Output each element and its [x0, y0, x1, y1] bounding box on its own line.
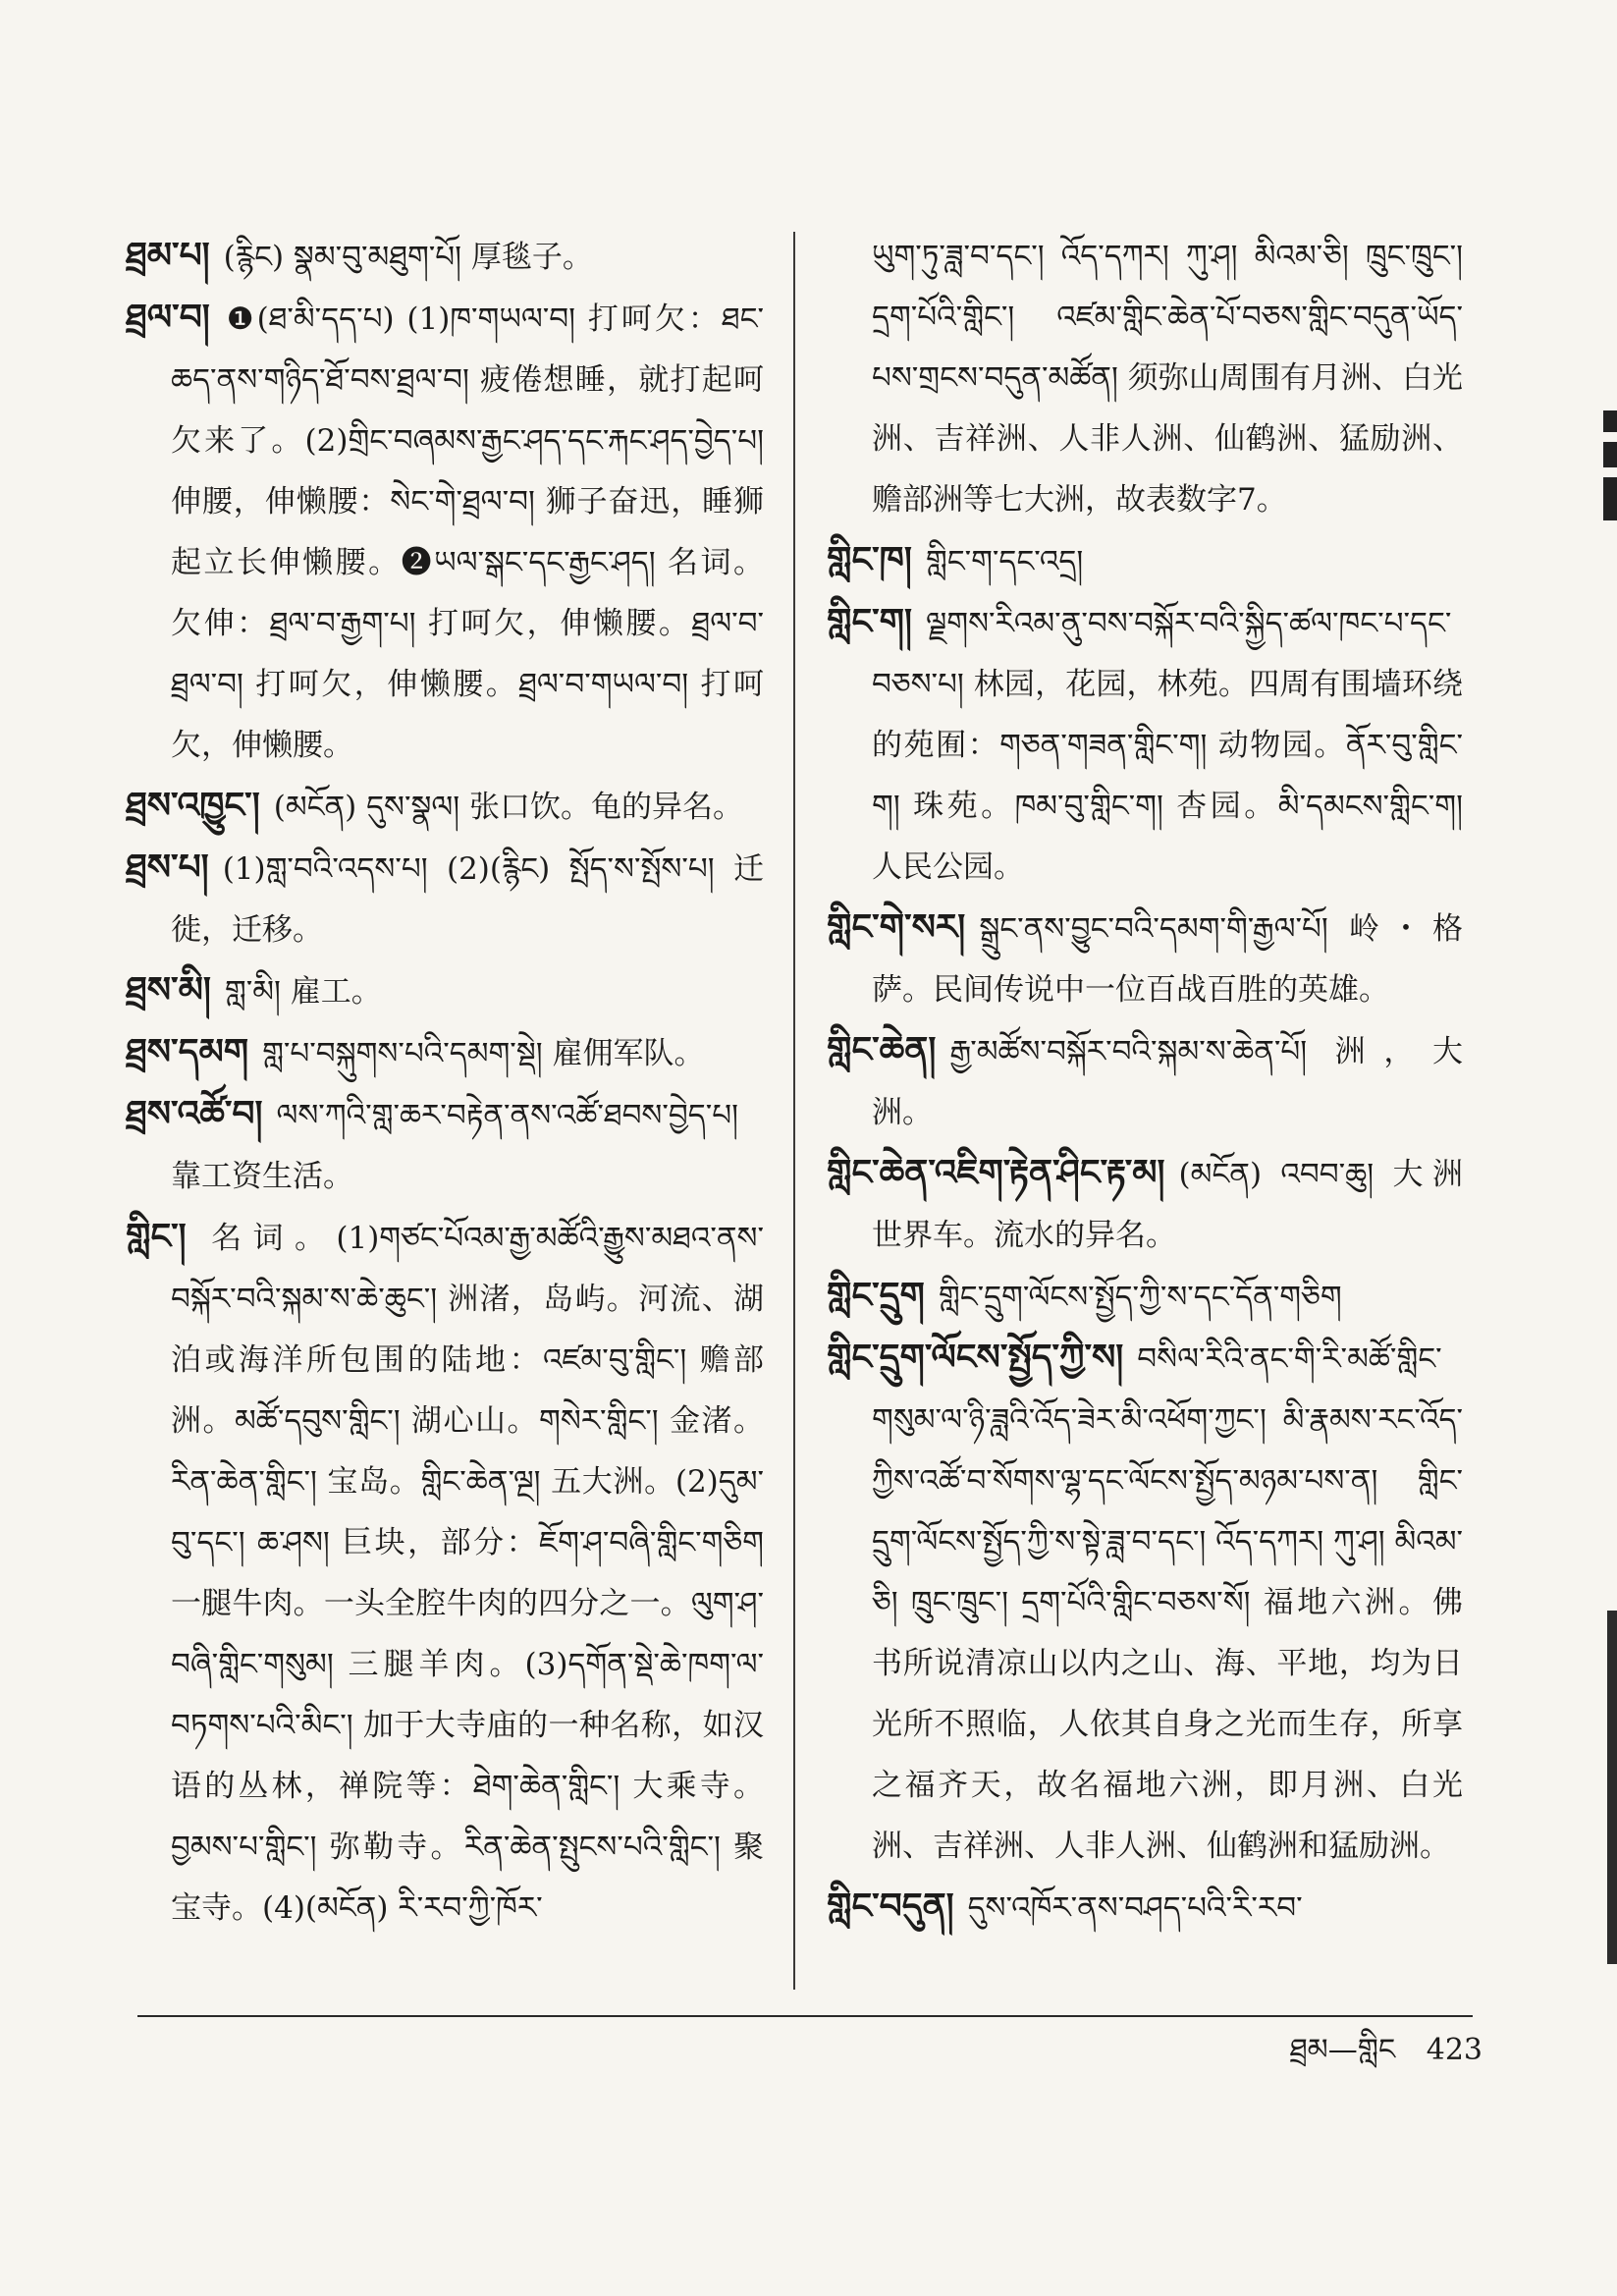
entry-headword: གླིང་། [126, 1217, 187, 1257]
entry-definition: 名词。(1)གཙང་པོའམ་རྒྱ་མཚོའི་རྒྱུས་མཐའ་ནས་བསྐོར་བའི་སྐམ་ས་ཆེ་ཆུང་། 洲渚，岛屿。河流、湖泊或海洋所包围的陆地：འཛམ་བུ་གླིང་། 赡部洲。མཚོ་དབུས་གླིང་། 湖心山。གསེར་གླིང་། 金渚。རིན་ཆེན་གླིང་། 宝岛。གླིང་ཆེན་ལྔ། 五大洲。(2)དུམ་བུ་དང་། ཆ་ཤས། 巨块，部分：ཇོག་ཤ་བཞི་གླིང་གཅིག 一腿牛肉。一头全腔牛肉的四分之一。ལུག་ཤ་བཞི་གླིང་གསུམ། 三腿羊肉。(3)དགོན་སྡེ་ཆེ་ཁག་ལ་བཏགས་པའི་མིང་། 加于大寺庙的一种名称，如汉语的丛林，禅院等：ཐེག་ཆེན་གླིང་། 大乘寺。བྱམས་པ་གླིང་། 弥勒寺。རིན་ཆེན་སྤུངས་པའི་གླིང་། 聚宝寺。(4)(མངོན) རི་རབ་ཀྱི་ཁོར་ [171, 1221, 764, 1926]
left-column [126, 226, 764, 1939]
entry-definition: གླིང་ག་དང་འདྲ། [925, 544, 1084, 579]
entry-headword: ཐྲས་པ། [126, 847, 209, 888]
entry-headword: གླིང་གེ་སར། [827, 907, 966, 948]
entry-headword: ཐྲམ་པ། [126, 236, 210, 276]
entry-definition: (1)གླ་བའི་འདས་པ། (2)(རྙིང) སྤོད་ས་སྤོས་པ། 迁徙，迁移。 [171, 851, 764, 948]
entry-headword: གླིང་ཁ། [827, 540, 912, 580]
dictionary-entry [827, 1143, 1463, 1266]
entry-definition: (མངོན) དུས་སྣལ། 张口饮。龟的异名。 [273, 790, 744, 825]
page-footer [1188, 2029, 1482, 2072]
dictionary-entry [126, 838, 764, 960]
entry-headword: ཐྲལ་བ། [126, 298, 210, 338]
entry-definition: ཡུག་ཏུ་ཟླ་བ་དང་། འོད་དཀར། ཀུ་ཤ། མིའམ་ཅི། ཁྲུང་ཁྲུང་། དྲག་པོའི་གླིང་། འཛམ་གླིང་ཆེན་པོ་བཅས་གླིང་བདུན་ཡོད་པས་གྲངས་བདུན་མཚོན། 须弥山周围有月洲、白光洲、吉祥洲、人非人洲、仙鹤洲、猛励洲、赡部洲等七大洲，故表数字7。 [872, 239, 1463, 518]
headword-range: ཐྲམ—གླིང [1289, 2033, 1396, 2067]
dictionary-entry [827, 1020, 1463, 1143]
entry-definition: གླིང་དྲུག་ལོངས་སྤྱོད་ཀྱི་ས་དང་དོན་གཅིག [938, 1280, 1342, 1315]
entry-headword: གླིང་དྲུག་ལོངས་སྤྱོད་ཀྱི་ས། [827, 1338, 1124, 1378]
dictionary-entry [126, 288, 764, 776]
dictionary-entry [827, 1328, 1463, 1877]
dictionary-entry [827, 1266, 1463, 1328]
scan-edge-mark [1603, 410, 1617, 432]
dictionary-entry [126, 1022, 764, 1084]
entry-definition: ལྗགས་རིའམ་ནུ་བས་བསྐོར་བའི་སྐྱིད་ཚལ་ཁང་པ་དང་བཅས་པ། 林园，花园，林苑。四周有围墙环绕的苑囿：གཅན་གཟན་གླིང་ག། 动物园。ནོར་བུ་གླིང་ག། 珠苑。ཁམ་བུ་གླིང་ག། 杏园。མི་དམངས་གླིང་ག། 人民公园。 [872, 606, 1463, 885]
entry-definition: ལས་ཀའི་གླ་ཆར་བརྟེན་ནས་འཚོ་ཐབས་བྱེད་པ། 靠工资生活。 [171, 1098, 738, 1194]
entry-headword: གླིང་ཆེན། [827, 1030, 937, 1070]
footer-rule [137, 2015, 1473, 2017]
entry-headword: གླིང་བདུན། [827, 1886, 954, 1927]
entry-headword: གླིང་དྲུག [827, 1276, 925, 1316]
dictionary-entry [827, 226, 1463, 530]
entry-headword: གླིང་ཆེན་འཇིག་རྟེན་ཤིང་རྟ་མ། [827, 1153, 1165, 1193]
entry-definition: གླ་མི། 雇工。 [224, 974, 382, 1010]
dictionary-entry [126, 1207, 764, 1939]
entry-definition: གླ་པ་བསྐུགས་པའི་དམག་སྡེ། 雇佣军队。 [262, 1036, 705, 1071]
dictionary-entry [126, 226, 764, 288]
column-divider [793, 232, 795, 1990]
dictionary-entry [126, 776, 764, 838]
entry-headword: གླིང་ག། [827, 602, 913, 642]
entry-definition: རྒྱ་མཚོས་བསྐོར་བའི་སྐམ་ས་ཆེན་པོ། 洲，大洲。 [872, 1034, 1463, 1130]
scan-edge-mark [1607, 1611, 1617, 1964]
scan-edge-mark [1603, 477, 1617, 520]
entry-definition: བསིལ་རིའི་ནང་གི་རི་མཚོ་གླིང་གསུམ་ལ་ཉི་ཟླའི་འོད་ཟེར་མི་འཕོག་ཀྱང་། མི་རྣམས་རང་འོད་ཀྱིས་འཚོ་བ་སོགས་ལྷ་དང་ལོངས་སྤྱོད་མཉམ་པས་ན། གླིང་དྲུག་ལོངས་སྤྱོད་ཀྱི་ས་སྟེ་ཟླ་བ་དང་། འོད་དཀར། ཀུ་ཤ། མིའམ་ཅི། ཁྲུང་ཁྲུང་། དྲག་པོའི་གླིང་བཅས་སོ། 福地六洲。佛书所说清凉山以内之山、海、平地，均为日光所不照临，人依其自身之光而生存，所享之福齐天，故名福地六洲，即月洲、白光洲、吉祥洲、人非人洲、仙鹤洲和猛励洲。 [872, 1341, 1464, 1864]
entry-headword: ཐྲས་འཁྱུང་། [126, 786, 260, 826]
dictionary-entry [827, 1877, 1463, 1939]
entry-definition: དུས་འཁོར་ནས་བཤད་པའི་རི་རབ་ [967, 1890, 1303, 1926]
entry-definition: ❶(ཐ་མི་དད་པ) (1)ཁ་གཡལ་བ། 打呵欠：ཐང་ཆད་ནས་གཉིད་ཐོ་བས་ཐྲལ་བ། 疲倦想睡，就打起呵欠来了。(2)གྲིང་བཞམས་རྒྱང་ཤད་དང་རྐང་ཤད་བྱེད་པ། 伸腰，伸懒腰：སེང་གེ་ཐྲལ་བ། 狮子奋迅，睡狮起立长伸懒腰。❷ཡལ་སྒང་དང་རྒྱང་ཤད། 名词。欠伸：ཐྲལ་བ་རྒྱག་པ། 打呵欠，伸懒腰。ཐྲལ་བ་ཐྲལ་བ། 打呵欠，伸懒腰。ཐྲལ་བ་གཡལ་བ། 打呵欠，伸懒腰。 [171, 301, 764, 763]
dictionary-entry [827, 530, 1463, 592]
page-number: 423 [1426, 2033, 1482, 2067]
entry-definition: (མངོན) འབབ་ཆུ། 大洲世界车。流水的异名。 [872, 1157, 1463, 1253]
entry-headword: ཐྲས་དམག [126, 1032, 249, 1072]
dictionary-entry [126, 1084, 764, 1207]
entry-definition: སྒྲུང་ནས་བྱུང་བའི་དམག་གི་རྒྱལ་པོ། 岭・格萨。民间传说中一位百战百胜的英雄。 [872, 911, 1463, 1008]
right-column [827, 226, 1463, 1939]
scan-edge-mark [1603, 442, 1617, 467]
entry-headword: ཐྲས་མི། [126, 970, 211, 1011]
dictionary-entry [827, 592, 1463, 898]
dictionary-entry [126, 960, 764, 1022]
dictionary-entry [827, 898, 1463, 1020]
entry-headword: ཐྲས་འཚོ་བ། [126, 1094, 263, 1134]
entry-definition: (རྙིང) སྣམ་བུ་མཐུག་པོ། 厚毯子。 [223, 240, 593, 275]
